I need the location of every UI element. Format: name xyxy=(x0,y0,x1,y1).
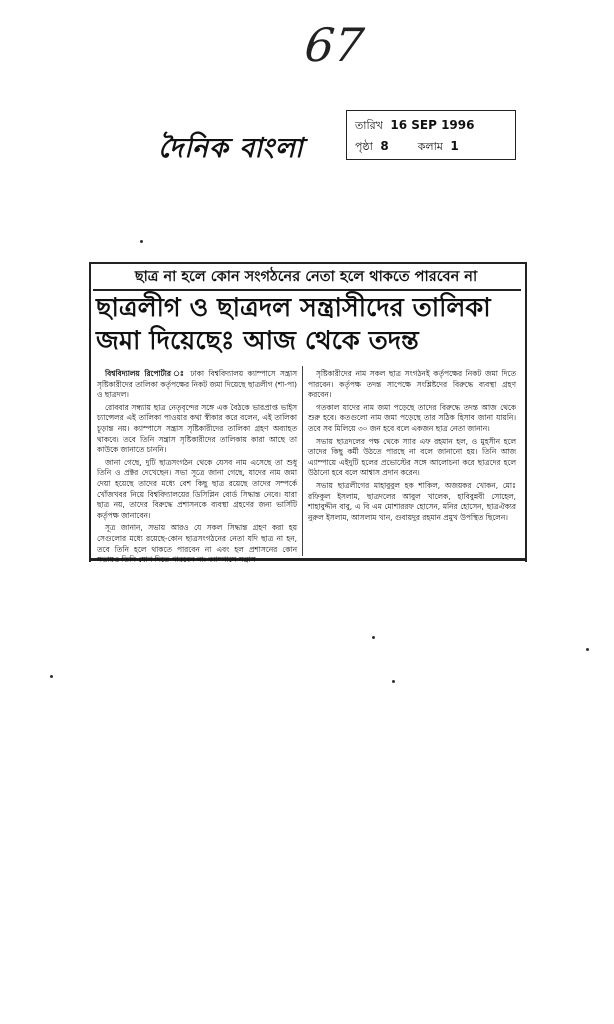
stamp-date-label: তারিখ xyxy=(355,119,383,132)
article-paragraph: সৃষ্টিকারীদের নাম সকল ছাত্র সংগঠনই কর্তৃপক্ষের নিকট জমা দিতে পারবেন। কর্তৃপক্ষ তদন্ত সাপেক্ষে সংশ্লিষ্টদের বিরুদ্ধে ব্যবস্থা গ্রহণ করবেন। xyxy=(308,369,516,400)
kicker-divider xyxy=(93,289,521,291)
article-paragraph: সভায় ছাত্রদলের পক্ষ থেকে স্যার এফ রহমান হল, ও মুহসীন হলে তাদের কিছু কর্মী উঠতে পারছে না বলে জানানো হয়। তিনি আজ এ্যাম্পায়ে এইদুটি হলের প্রভোস্টের সঙ্গে আলোচনা করে ছাত্রদের হলে উঠানো হবে বলে আশ্বাস প্রদান করেন। xyxy=(308,436,516,478)
article-paragraph: গতকাল যাদের নাম জমা পড়েছে তাদের বিরুদ্ধে তদন্ত আজ থেকে শুরু হবে। কতগুলো নাম জমা পড়েছে তার সঠিক হিসাব জানা যায়নি। তবে সব মিলিয়ে ৩০ জন হবে বলে একজন ছাত্র নেতা জানান। xyxy=(308,402,516,433)
scan-speck xyxy=(50,675,53,678)
article-kicker: ছাত্র না হলে কোন সংগঠনের নেতা হলে থাকতে পারবেন না xyxy=(134,269,478,285)
column-divider xyxy=(302,366,303,556)
article-column-right xyxy=(308,369,516,559)
article-paragraph: সূত্র জানান, সভায় আরও যে সকল সিদ্ধান্ত গ্রহণ করা হয় সেগুলোর মধ্যে রয়েছে-কোন ছাত্রসংগঠনের নেতা যদি ছাত্র না হন, তবে তিনি হলে থাকতে পারবেন না এবং হল প্রশাসনের কোন সভায়ও তিনি যোগ দিতে পারবেন না। ক্যাম্পাসে সন্ত্রাস xyxy=(97,523,297,565)
scan-speck xyxy=(140,240,143,243)
scan-speck xyxy=(372,636,375,639)
scan-speck xyxy=(392,680,395,683)
headline-line-2: জমা দিয়েছেঃ আজ থেকে তদন্ত xyxy=(96,326,419,356)
stamp-page-value: 8 xyxy=(380,139,389,153)
article-paragraph: সভায় ছাত্রলীগের মাহাবুবুল হক শাকিল, অজয়কর খোকন, মোঃ রফিকুল ইসলাম, ছাত্রদলের আবুল খালেক, হাবিবুন্নবী সোহেল, শাহাবুদ্দীন বাবু, এ বি এম মোশাররফ হোসেন, মনির হোসেন, ছাত্রঐক্যর নুরুল ইসলাম, আসলাম খান, গুবায়দুর রহমান প্রমুখ উপস্থিত ছিলেন। xyxy=(308,480,516,522)
stamp-page-label: পৃষ্ঠা xyxy=(355,140,373,153)
clipping-top-border xyxy=(89,262,527,264)
article-column-left xyxy=(97,369,297,565)
article-paragraph: বিশ্ববিদ্যালয় রিপোর্টার ঃ ঢাকা বিশ্ববিদ্যালয় ক্যাম্পাসে সন্ত্রাস সৃষ্টিকারীদের তালিকা কর্তৃপক্ষের নিকট জমা দিয়েছে ছাত্রলীগ (শা-পা) ও ছাত্রদল। xyxy=(97,369,297,400)
stamp-date-value: 16 SEP 1996 xyxy=(390,118,475,132)
headline-line-1: ছাত্রলীগ ও ছাত্রদল সন্ত্রাসীদের তালিকা xyxy=(96,293,491,323)
page-number: 67 xyxy=(302,18,367,72)
newspaper-masthead: দৈনিক বাংলা xyxy=(158,133,304,164)
stamp-page-row xyxy=(355,138,459,157)
stamp-date-row xyxy=(355,117,474,136)
article-paragraph: রোববার সন্ধ্যায় ছাত্র নেতৃবৃন্দের সঙ্গে এক বৈঠকে ভারপ্রাপ্ত ভাইস চ্যান্সেলর এই তালিকা পাওয়ার কথা স্বীকার করে বলেন, এই তালিকা চূড়ান্ত নয়। ক্যাম্পাসে সন্ত্রাস সৃষ্টিকারীদের তালিকা গ্রহণ অব্যাহত থাকবে। তবে তিনি সন্ত্রাস সৃষ্টিকারীদের তালিকায় কারা আছে তা কাউকে জানাতে চাননি। xyxy=(97,402,297,455)
stamp-column-value: 1 xyxy=(450,139,459,153)
date-stamp xyxy=(346,110,516,160)
stamp-column-label: কলাম xyxy=(417,140,443,153)
article-headline xyxy=(96,292,520,358)
article-paragraph: জানা গেছে, দুটি ছাত্রসংগঠন থেকে যেসব নাম এসেছে তা শুধু তিনি ও প্রক্টর দেখেছেন। সভা সূত্রে জানা গেছে, যাদের নাম জমা দেয়া হয়েছে তাদের মধ্যে বেশ কিছু ছাত্র রয়েছে তাদের সম্পর্কে খোঁজখবর নিয়ে বিশ্ববিদ্যালয়ের ডিসিপ্লিন বোর্ড সিদ্ধান্ত নেবে। যারা ছাত্র নয়, তাদের বিরুদ্ধে প্রশাসনকে ব্যবস্থা গ্রহণের জন্য ভার্সিটি কর্তৃপক্ষ জানাবেন। xyxy=(97,457,297,520)
article-byline: বিশ্ববিদ্যালয় রিপোর্টার ঃ xyxy=(105,369,186,378)
scan-speck xyxy=(586,648,589,651)
